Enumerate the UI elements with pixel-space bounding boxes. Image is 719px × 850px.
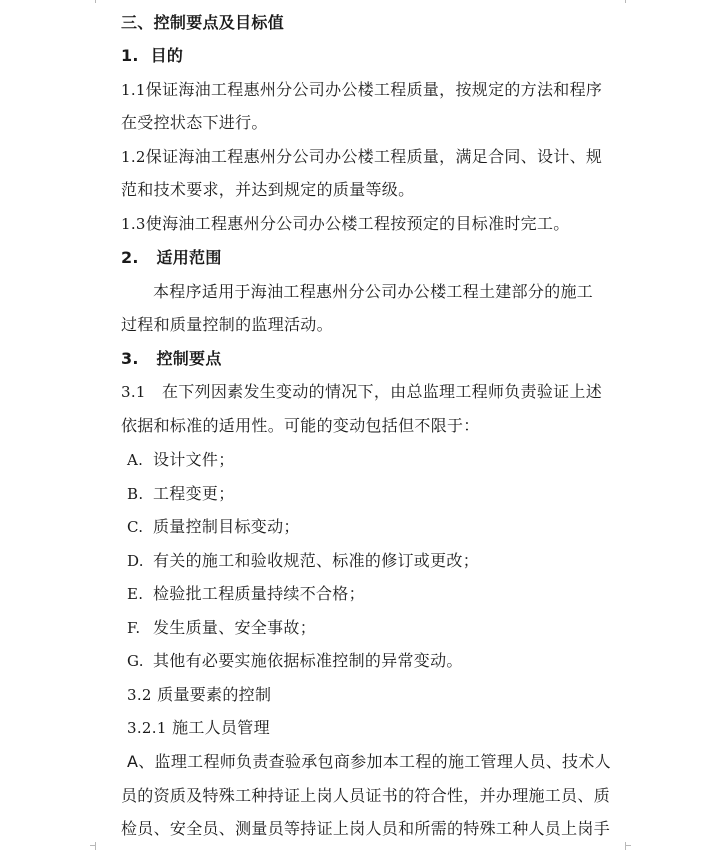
subsection-3-2-1	[127, 718, 719, 738]
list-text-b: 工程变更；	[153, 484, 235, 503]
item-1-2-number: 1.2	[121, 148, 146, 166]
list-marker-g: G.	[127, 652, 144, 670]
list-marker-d: D.	[127, 552, 144, 570]
list-item-b	[127, 484, 719, 504]
list-text-a: 设计文件；	[153, 450, 235, 469]
paragraph-a-line-1: A、监理工程师负责查验承包商参加本工程的施工管理人员、技术人	[127, 752, 611, 771]
list-item-d	[127, 551, 719, 571]
section-2-title: 适用范围	[156, 248, 222, 267]
section-2-heading	[121, 248, 719, 268]
item-1-1-line-1	[121, 80, 719, 100]
subsection-3-2-title: 质量要素的控制	[157, 685, 272, 704]
list-item-c	[127, 517, 719, 537]
item-1-1-number: 1.1	[121, 81, 146, 99]
corner-mark-bottom-left	[95, 842, 96, 850]
list-marker-c: C.	[127, 518, 144, 536]
item-1-2-line-2: 范和技术要求，并达到规定的质量等级。	[121, 180, 415, 199]
subsection-3-2	[127, 685, 719, 705]
list-item-a	[127, 450, 719, 470]
paragraph-a-line-2: 员的资质及特殊工种持证上岗人员证书的符合性，并办理施工员、质	[121, 786, 611, 805]
list-marker-a: A.	[127, 451, 144, 469]
subsection-3-2-1-number: 3.2.1	[127, 719, 167, 737]
section-2-number: 2.	[121, 248, 139, 267]
list-item-f	[127, 618, 719, 638]
paragraph-a-line-3: 检员、安全员、测量员等持证上岗人员和所需的特殊工种人员上岗手	[121, 819, 611, 838]
main-heading: 三、控制要点及目标值	[121, 13, 285, 32]
item-3-1-number: 3.1	[121, 383, 146, 401]
section-2-line-1: 本程序适用于海油工程惠州分公司办公楼工程土建部分的施工	[153, 282, 594, 301]
item-1-3-text-1: 使海油工程惠州分公司办公楼工程按预定的目标准时完工。	[145, 214, 570, 233]
list-text-e: 检验批工程质量持续不合格；	[153, 584, 365, 603]
section-3-number: 3.	[121, 349, 139, 368]
list-item-g	[127, 651, 719, 671]
section-2-line-2: 过程和质量控制的监理活动。	[121, 315, 333, 334]
item-1-1-line-2: 在受控状态下进行。	[121, 113, 268, 132]
section-3-title: 控制要点	[156, 349, 222, 368]
list-item-e	[127, 584, 719, 604]
item-3-1-line-1	[121, 382, 719, 402]
subsection-3-2-number: 3.2	[127, 686, 152, 704]
corner-mark-top-right	[625, 0, 626, 3]
list-text-f: 发生质量、安全事故；	[153, 618, 317, 637]
section-3-heading	[121, 349, 719, 369]
subsection-3-2-1-title: 施工人员管理	[172, 718, 270, 737]
corner-mark-bottom-left-h	[90, 845, 96, 846]
corner-mark-bottom-right-h	[625, 845, 631, 846]
list-marker-b: B.	[127, 485, 144, 503]
item-1-3-number: 1.3	[121, 215, 146, 233]
section-1-title: 目的	[150, 46, 184, 65]
item-3-1-line-2: 依据和标准的适用性。可能的变动包括但不限于：	[121, 416, 480, 435]
item-3-1-text-1: 在下列因素发生变动的情况下，由总监理工程师负责验证上述	[161, 382, 603, 401]
item-1-1-text-1: 保证海油工程惠州分公司办公楼工程质量，按规定的方法和程序	[145, 80, 603, 99]
list-text-d: 有关的施工和验收规范、标准的修订或更改；	[153, 551, 480, 570]
item-1-2-line-1	[121, 147, 719, 167]
corner-mark-bottom-right	[625, 842, 626, 850]
corner-mark-top-left	[95, 0, 96, 3]
item-1-2-text-1: 保证海油工程惠州分公司办公楼工程质量，满足合同、设计、规	[145, 147, 603, 166]
item-1-3-line-1	[121, 214, 719, 234]
list-marker-e: E.	[127, 585, 144, 603]
section-1-number: 1.	[121, 46, 139, 65]
list-marker-f: F.	[127, 619, 141, 637]
list-text-c: 质量控制目标变动；	[153, 517, 300, 536]
section-1-heading	[121, 46, 719, 66]
list-text-g: 其他有必要实施依据标准控制的异常变动。	[153, 651, 463, 670]
